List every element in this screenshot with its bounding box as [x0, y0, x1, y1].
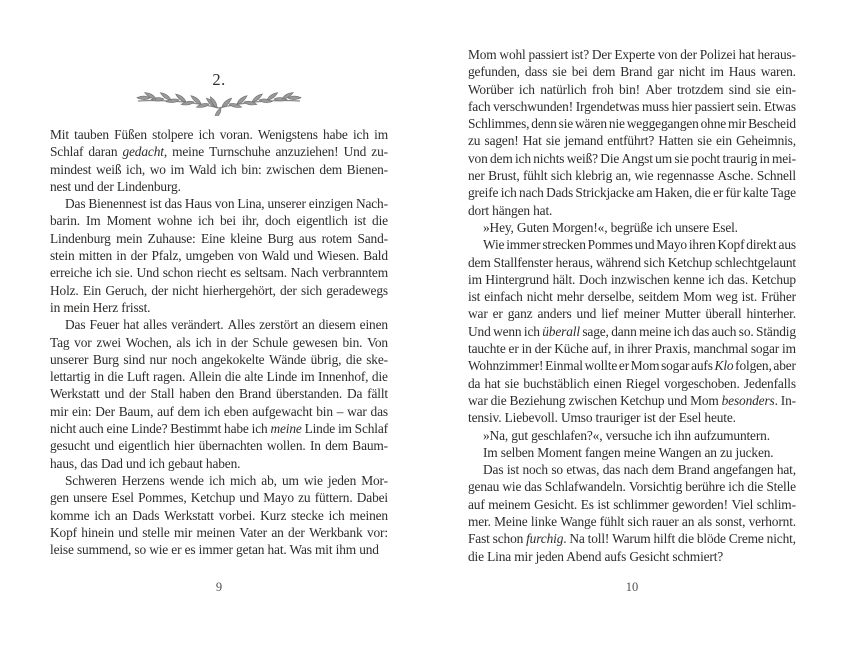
text-line: ner Brust, fühlt sich klebrig an, wie regennasse Asche. Schnell: [468, 168, 796, 184]
text-line: fach verschwunden! Irgendetwas muss hier passiert sein. Etwas: [468, 98, 796, 114]
text-line: Wohnzimmer! Einmal wollte er Mom sogar aufs Klo folgen, aber: [468, 358, 796, 374]
text-line: mir ein: Der Baum, auf dem ich eben aufgewacht bin – war das: [50, 403, 388, 419]
text-line: Mom wohl passiert ist? Der Experte von der Polizei hat heraus-: [468, 47, 796, 62]
text-line: Kopf hinein und stelle mir meinen Vater an der Werkbank vor:: [50, 524, 388, 540]
text-line: war er ganz anders und lief meiner Mutter überall hinterher.: [468, 306, 796, 322]
text-line: genau wie das Schlafwandeln. Vorsichtig berühre ich die Stelle: [468, 479, 796, 495]
text-line: im Hintergrund hält. Doch inzwischen kenne ich das. Ketchup: [468, 271, 796, 287]
text-line: Holz. Ein Geruch, der nicht hierhergehört, der sich geradewegs: [50, 282, 388, 298]
text-line: tensiv. Liebevoll. Umso trauriger ist der Esel heute.: [468, 410, 736, 426]
text-line: Das ist noch so etwas, das nach dem Brand angefangen hat,: [483, 462, 796, 478]
paragraph: [468, 46, 796, 219]
text-line: barin. Im Moment wohne ich bei ihr, doch eigentlich ist die: [50, 213, 388, 229]
text-line: »Hey, Guten Morgen!«, begrüße ich unsere Esel.: [483, 219, 738, 235]
text-line: Tag vor zwei Wochen, als ich in der Schule gewesen bin. Von: [50, 334, 388, 350]
page-left-text: [50, 126, 388, 558]
page-number-right: 10: [625, 580, 639, 594]
text-line: lettartig in die Luft ragen. Allein die alte Linde im Innenhof, die: [50, 369, 388, 385]
page-right-text: [468, 46, 796, 565]
text-line: dort hängen hat.: [468, 202, 553, 218]
text-line: Fast schon furchig. Na toll! Warum hilft die blöde Creme nicht,: [468, 531, 796, 547]
chapter-number: 2.: [212, 70, 226, 89]
text-line: in mein Herz frisst.: [50, 299, 151, 315]
laurel-ornament-icon: [134, 90, 304, 121]
paragraph: [468, 236, 796, 426]
text-line: Wie immer strecken Pommes und Mayo ihren Kopf direkt aus: [483, 237, 796, 253]
paragraph: [50, 126, 388, 195]
text-line: »Na, gut geschlafen?«, versuche ich ihn aufzumuntern.: [483, 427, 770, 443]
paragraph: [468, 219, 796, 236]
page-left: [50, 0, 388, 648]
text-line: zu sagen! Hat sie jemand entführt? Hatten sie ein Geheimnis,: [468, 133, 796, 149]
text-line: gefunden, dass sie bei dem Brand gar nicht im Haus waren.: [468, 64, 796, 80]
text-line: tauchte er in der Küche auf, in ihrer Praxis, manchmal sogar im: [468, 341, 796, 357]
text-line: Das Feuer hat alles verändert. Alles zerstört an diesem einen: [65, 317, 388, 333]
paragraph: [468, 427, 796, 444]
text-line: Lindenburg mein Zuhause: Eine kleine Burg aus rotem Sand-: [50, 230, 388, 246]
text-line: da hat sie buchstäblich einen Riegel vorgeschoben. Jedenfalls: [468, 375, 796, 391]
text-line: gesucht und eigentlich hier übernachten wollen. In dem Baum-: [50, 438, 388, 454]
text-line: ist einfach nicht mehr derselbe, seitdem Mom weg ist. Früher: [468, 289, 796, 305]
text-line: Das Bienennest ist das Haus von Lina, unserer einzigen Nach-: [65, 196, 388, 212]
text-line: von dem ich nichts weiß? Die Angst um sie pocht traurig in mei-: [468, 150, 796, 166]
paragraph: [50, 472, 388, 558]
text-line: nicht auch eine Linde? Bestimmt habe ich meine Linde im Schlaf: [50, 421, 388, 437]
text-line: Und wenn ich überall sage, dann meine ich das auch so. Ständig: [468, 323, 796, 339]
text-line: Worüber ich natürlich froh bin! Aber trotzdem sind sie ein-: [468, 81, 796, 97]
paragraph: [468, 461, 796, 565]
page-number-left: 9: [215, 580, 223, 594]
text-line: war die Beziehung zwischen Ketchup und Mom besonders. In-: [468, 392, 796, 408]
text-line: haus, das Dad und ich gebaut haben.: [50, 455, 241, 471]
text-line: Schweren Herzens wende ich mich ab, um wie jeden Mor-: [65, 472, 388, 488]
text-line: Schlaf daran gedacht, meine Turnschuhe anzuziehen! Und zu-: [50, 144, 388, 160]
text-line: unserer Burg sind nur noch angekokelte Wände übrig, die ske-: [50, 351, 388, 367]
text-line: Mit tauben Füßen stolpere ich voran. Wenigstens habe ich im: [50, 127, 388, 142]
paragraph: [468, 444, 796, 461]
text-line: erreiche ich sie. Und schon riecht es seltsam. Nach verbranntem: [50, 265, 388, 281]
paragraph: [50, 195, 388, 316]
text-line: komme ich an Dads Werkstatt vorbei. Kurz stecke ich meinen: [50, 507, 388, 523]
text-line: nest und der Lindenburg.: [50, 178, 181, 194]
text-line: die Lina mir jeden Abend aufs Gesicht schmiert?: [468, 548, 724, 564]
text-line: leise summend, so wie er es immer getan hat. Was mit ihm und: [50, 542, 379, 558]
text-line: Im selben Moment fangen meine Wangen an zu jucken.: [483, 444, 774, 460]
text-line: auf meinem Gesicht. Es ist schlimmer geworden! Viel schlim-: [468, 496, 796, 512]
text-line: stein mitten in der Pfalz, umgeben von Wald und Wiesen. Bald: [50, 248, 388, 264]
text-line: mindest weiß ich, wo im Wald ich bin: zwischen dem Bienen-: [50, 161, 388, 177]
text-line: mer. Meine linke Wange fühlt sich rauer an als sonst, verhornt.: [468, 514, 796, 530]
text-line: dem Stallfenster heraus, während sich Ketchup schlechtgelaunt: [468, 254, 796, 270]
text-line: Werkstatt und der Stall haben den Brand überstanden. Da fällt: [50, 386, 388, 402]
text-line: Schlimmes, denn sie wären nie weggegangen ohne mir Bescheid: [468, 116, 796, 132]
text-line: gen unsere Esel Pommes, Ketchup und Mayo zu füttern. Dabei: [50, 490, 388, 506]
page-right: [468, 0, 796, 648]
paragraph: [50, 316, 388, 472]
text-line: greife ich nach Dads Strickjacke am Haken, die er für kalte Tage: [468, 185, 796, 201]
